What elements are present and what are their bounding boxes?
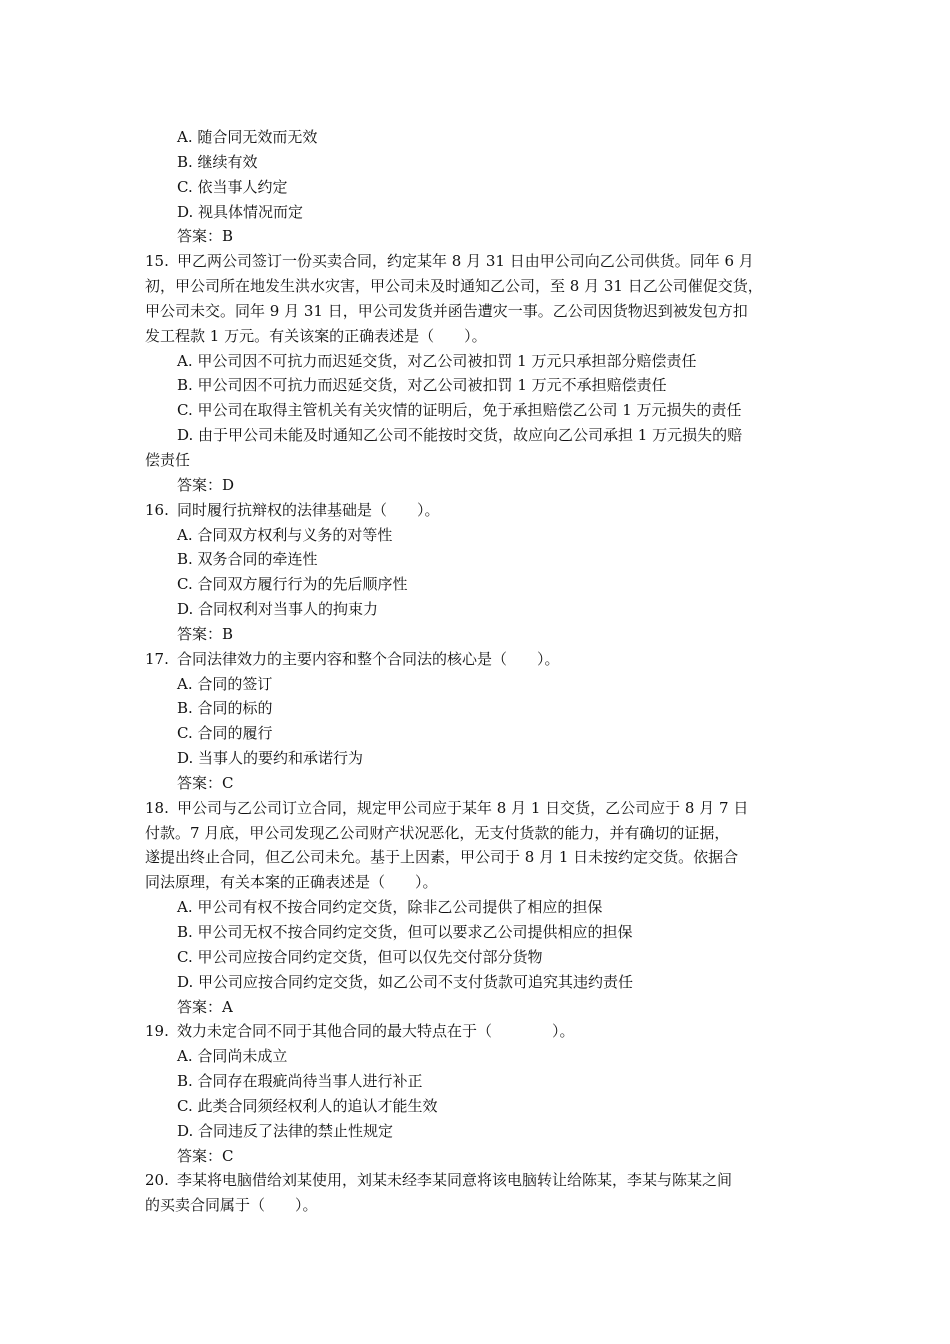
question-text-cont: 发工程款 1 万元。有关该案的正确表述是（ ）。 xyxy=(145,326,487,345)
question-20 xyxy=(145,1168,805,1218)
question-text: 甲公司与乙公司订立合同，规定甲公司应于某年 8 月 1 日交货，乙公司应于 8 月 7 日 xyxy=(177,798,749,817)
option-a: A. 甲公司有权不按合同约定交货，除非乙公司提供了相应的担保 xyxy=(177,898,603,917)
question-list xyxy=(145,125,805,1218)
question-17 xyxy=(145,647,805,796)
option-d: D. 合同违反了法律的禁止性规定 xyxy=(177,1121,394,1140)
option-d: D. 甲公司应按合同约定交货，如乙公司不支付货款可追究其违约责任 xyxy=(177,972,634,991)
prev-question-block xyxy=(145,125,805,249)
question-number: 19. xyxy=(145,1022,169,1041)
option-c: C. 依当事人约定 xyxy=(177,177,288,196)
option-d-cont: 偿责任 xyxy=(145,450,191,469)
question-text-cont: 付款。7 月底，甲公司发现乙公司财产状况恶化，无支付货款的能力，并有确切的证据， xyxy=(145,823,730,842)
question-stem-line xyxy=(145,249,805,274)
option-b: B. 甲公司因不可抗力而迟延交货，对乙公司被扣罚 1 万元不承担赔偿责任 xyxy=(177,376,667,395)
question-text: 合同法律效力的主要内容和整个合同法的核心是（ ）。 xyxy=(177,649,560,668)
question-19 xyxy=(145,1019,805,1168)
option-d: D. 当事人的要约和承诺行为 xyxy=(177,749,364,768)
question-number: 15. xyxy=(145,252,169,271)
option-b: B. 合同的标的 xyxy=(177,699,273,718)
option-a: A. 合同的签订 xyxy=(177,674,273,693)
option-d: D. 由于甲公司未能及时通知乙公司不能按时交货，故应向乙公司承担 1 万元损失的赔 xyxy=(177,426,743,445)
question-stem-line xyxy=(145,1168,805,1193)
option-b: B. 继续有效 xyxy=(177,152,258,171)
option-b: B. 双务合同的牵连性 xyxy=(177,550,318,569)
question-text-cont: 同法原理，有关本案的正确表述是（ ）。 xyxy=(145,873,438,892)
question-text: 同时履行抗辩权的法律基础是（ ）。 xyxy=(177,500,440,519)
question-stem-line xyxy=(145,647,805,672)
option-a: A. 甲公司因不可抗力而迟延交货，对乙公司被扣罚 1 万元只承担部分赔偿责任 xyxy=(177,351,697,370)
option-c: C. 合同的履行 xyxy=(177,724,273,743)
question-number: 16. xyxy=(145,500,169,519)
question-text-cont: 甲公司未交。同年 9 月 31 日，甲公司发货并函告遭灾一事。乙公司因货物迟到被发包方扣 xyxy=(145,301,748,320)
option-d: D. 视具体情况而定 xyxy=(177,202,304,221)
option-c: C. 甲公司在取得主管机关有关灾情的证明后，免于承担赔偿乙公司 1 万元损失的责任 xyxy=(177,401,742,420)
question-stem-line xyxy=(145,796,805,821)
option-c: C. 此类合同须经权利人的追认才能生效 xyxy=(177,1096,438,1115)
question-text-cont: 的买卖合同属于（ ）。 xyxy=(145,1196,318,1215)
answer: 答案：C xyxy=(177,773,234,792)
question-number: 18. xyxy=(145,798,169,817)
answer: 答案：D xyxy=(177,475,235,494)
question-stem-line xyxy=(145,1019,805,1044)
question-16 xyxy=(145,498,805,647)
option-b: B. 甲公司无权不按合同约定交货，但可以要求乙公司提供相应的担保 xyxy=(177,923,633,941)
option-a: A. 随合同无效而无效 xyxy=(177,128,318,146)
option-c: C. 甲公司应按合同约定交货，但可以仅先交付部分货物 xyxy=(177,947,543,966)
option-c: C. 合同双方履行行为的先后顺序性 xyxy=(177,575,408,594)
answer: 答案：B xyxy=(177,624,234,643)
option-d: D. 合同权利对当事人的拘束力 xyxy=(177,600,379,619)
option-b: B. 合同存在瑕疵尚待当事人进行补正 xyxy=(177,1072,423,1091)
question-text: 效力未定合同不同于其他合同的最大特点在于（ ）。 xyxy=(177,1022,575,1041)
question-18 xyxy=(145,796,805,1020)
question-text-cont: 初，甲公司所在地发生洪水灾害，甲公司未及时通知乙公司，至 8 月 31 日乙公司催促交货， xyxy=(145,277,763,296)
answer: 答案：B xyxy=(177,227,234,246)
question-stem-line xyxy=(145,498,805,523)
question-number: 17. xyxy=(145,649,169,668)
option-a: A. 合同双方权利与义务的对等性 xyxy=(177,525,393,544)
option-a: A. 合同尚未成立 xyxy=(177,1047,288,1066)
answer: 答案：A xyxy=(177,997,233,1016)
question-text: 甲乙两公司签订一份买卖合同，约定某年 8 月 31 日由甲公司向乙公司供货。同年 6 月 xyxy=(177,252,754,271)
question-15 xyxy=(145,249,805,497)
question-text: 李某将电脑借给刘某使用，刘某未经李某同意将该电脑转让给陈某，李某与陈某之间 xyxy=(177,1171,733,1190)
question-number: 20. xyxy=(145,1171,169,1190)
question-text-cont: 遂提出终止合同，但乙公司未允。基于上因素，甲公司于 8 月 1 日未按约定交货。依据合 xyxy=(145,848,739,867)
answer: 答案：C xyxy=(177,1146,234,1165)
